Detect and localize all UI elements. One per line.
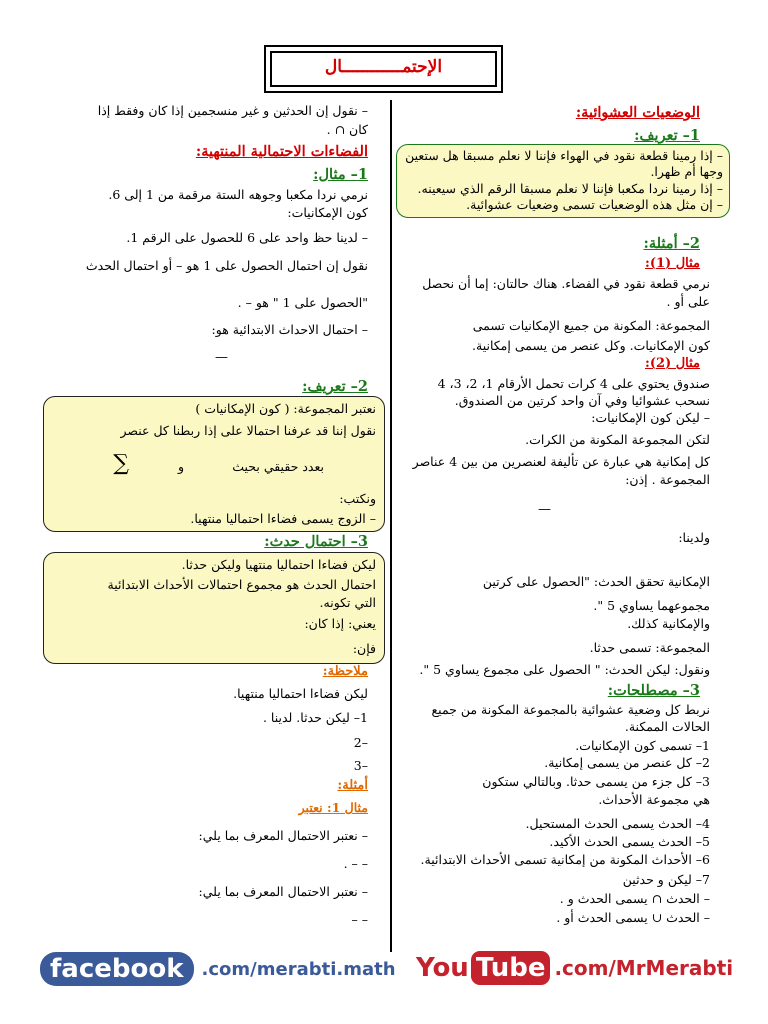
left-ex-line-4: نقول إن احتمال الحصول على 1 هو – أو احتمال الحدث bbox=[85, 258, 368, 273]
left-ex-line-2: كون الإمكانيات: bbox=[287, 205, 368, 220]
note-line-4: –3 bbox=[353, 758, 368, 773]
terms-line-5: 3– كل جزء من يسمى حدثا. وبالتالي ستكون bbox=[482, 774, 710, 789]
box1-line-3: – إذا رمينا نردا مكعبا فإننا لا نعلم مسبقا الرقم الذي سيعينه. bbox=[417, 181, 723, 196]
terms-line-12: – الحدث ∪ يسمى الحدث أو . bbox=[556, 910, 710, 925]
terms-line-7: 4– الحدث يسمى الحدث المستحيل. bbox=[525, 816, 710, 831]
left-top-line-2: كان ∩ . bbox=[326, 122, 368, 137]
note-line-3: –2 bbox=[353, 735, 368, 750]
left-ex-fraction-bar: — bbox=[215, 350, 228, 365]
heading-definition-2: 2– تعريف: bbox=[302, 378, 368, 395]
box1-line-4: – إن مثل هذه الوضعيات تسمى وضعيات عشوائية. bbox=[466, 197, 723, 212]
ex2-line-3: – ليكن كون الإمكانيات: bbox=[591, 410, 710, 425]
ex2-line-5: كل إمكانية هي عبارة عن تأليفة لعنصرين من بين 4 عناصر bbox=[412, 454, 710, 469]
left-example-line-1: – نعتبر الاحتمال المعرف بما يلي: bbox=[198, 828, 368, 843]
box2-line-1: نعتبر المجموعة: ( كون الإمكانيات ) bbox=[195, 401, 376, 416]
sum-symbol: ∑ bbox=[113, 451, 129, 476]
column-divider bbox=[390, 100, 392, 952]
heading-terms: 3– مصطلحات: bbox=[607, 682, 700, 699]
title-inner-frame bbox=[270, 51, 497, 87]
heading-event-probability: 3– احتمال حدث: bbox=[264, 533, 368, 550]
ex2-line-11: المجموعة: تسمى حدثا. bbox=[589, 640, 710, 655]
terms-line-6: هي مجموعة الأحداث. bbox=[598, 792, 710, 807]
ex2-fraction-bar: — bbox=[538, 502, 551, 517]
terms-line-10: 7– ليكن و حدثين bbox=[622, 872, 710, 887]
youtube-link[interactable] bbox=[416, 948, 733, 988]
ex2-line-6: المجموعة . إذن: bbox=[625, 472, 710, 487]
heading-examples-left: أمثلة: bbox=[337, 778, 368, 793]
terms-line-11: – الحدث ∩ يسمى الحدث و . bbox=[559, 891, 710, 906]
box3-line-1: ليكن فضاءا احتماليا منتهيا وليكن حدثا. bbox=[181, 557, 376, 572]
ex2-line-7: ولدينا: bbox=[678, 530, 710, 545]
box3-line-4: يعني: إذا كان: bbox=[304, 616, 376, 631]
left-ex-line-6: – احتمال الاحداث الابتدائية هو: bbox=[211, 322, 368, 337]
box2-and: و bbox=[177, 459, 184, 474]
box2-line-2: نقول إننا قد عرفنا احتمالا على إذا ربطنا كل عنصر bbox=[120, 423, 376, 438]
facebook-logo: facebook bbox=[40, 952, 194, 986]
left-ex-line-3: – لدينا حظ واحد على 6 للحصول على الرقم 1. bbox=[126, 230, 368, 245]
terms-line-8: 5– الحدث يسمى الحدث الأكيد. bbox=[549, 834, 710, 849]
heading-example-1: مثال (1): bbox=[645, 256, 700, 271]
ex1-line-1: نرمي قطعة نقود في الفضاء. هناك حالتان: إما أن نحصل bbox=[422, 276, 710, 291]
heading-example-1-left: مثال 1: نعتبر bbox=[298, 800, 368, 815]
heading-random-situations: الوضعيات العشوائية: bbox=[575, 104, 700, 121]
definition-box-2 bbox=[43, 396, 385, 532]
terms-line-4: 2– كل عنصر من يسمى إمكانية. bbox=[544, 755, 710, 770]
left-top-line-1: – نقول إن الحدثين و غير منسجمين إذا كان وفقط إذا bbox=[97, 103, 368, 118]
facebook-url: .com/merabti.math bbox=[201, 958, 396, 980]
heading-example: 1– مثال: bbox=[313, 166, 368, 183]
ex2-line-4: لتكن المجموعة المكونة من الكرات. bbox=[525, 432, 710, 447]
box3-line-3: التي تكونه. bbox=[319, 595, 376, 610]
ex1-line-3: المجموعة: المكونة من جميع الإمكانيات تسمى bbox=[472, 318, 710, 333]
ex2-line-8: الإمكانية تحقق الحدث: "الحصول على كرتين bbox=[482, 574, 710, 589]
box1-line-2: وجها أم ظهرا. bbox=[650, 164, 723, 179]
terms-line-3: 1– تسمى كون الإمكانيات. bbox=[575, 738, 710, 753]
terms-line-9: 6– الأحداث المكونة من إمكانية تسمى الأحداث الابتدائية. bbox=[420, 852, 710, 867]
ex2-line-10: والإمكانية كذلك. bbox=[627, 616, 710, 631]
heading-definition-1: 1– تعريف: bbox=[634, 127, 700, 144]
terms-line-2: الحالات الممكنة. bbox=[624, 719, 710, 734]
terms-line-1: نربط كل وضعية عشوائية بالمجموعة المكونة من جميع bbox=[431, 702, 710, 717]
heading-finite-spaces: الفضاءات الاحتمالية المنتهية: bbox=[195, 143, 368, 160]
box3-line-2: احتمال الحدث هو مجموع احتمالات الأحداث الابتدائية bbox=[107, 577, 376, 592]
ex2-line-9: مجموعهما يساوي 5 ". bbox=[593, 598, 710, 613]
youtube-logo-tube: Tube bbox=[471, 951, 551, 985]
left-ex-line-1: نرمي نردا مكعبا وجوهه الستة مرقمة من 1 إلى 6. bbox=[108, 187, 368, 202]
ex2-line-2: نسحب عشوائيا وفي آن واحد كرتين من الصندوق. bbox=[454, 393, 710, 408]
box2-line-4: ونكتب: bbox=[339, 491, 376, 506]
heading-note: ملاحظة: bbox=[322, 664, 368, 679]
box3-line-5: فإن: bbox=[352, 641, 376, 656]
ex1-line-4: كون الإمكانيات. وكل عنصر من يسمى إمكانية. bbox=[472, 338, 710, 353]
ex2-line-1: صندوق يحتوي على 4 كرات تحمل الأرقام 1، 2، 3، 4 bbox=[437, 376, 710, 391]
ex2-line-12: ونقول: ليكن الحدث: " الحصول على مجموع يساوي 5 ". bbox=[419, 662, 710, 677]
left-example-line-2: – – . bbox=[343, 856, 368, 871]
youtube-logo-you: You bbox=[416, 953, 469, 983]
heading-examples: 2– أمثلة: bbox=[643, 235, 700, 252]
youtube-url: .com/MrMerabti bbox=[554, 956, 734, 980]
left-ex-line-5: "الحصول على 1 " هو – . bbox=[237, 295, 368, 310]
note-line-1: ليكن فضاءا احتماليا منتهيا. bbox=[233, 686, 368, 701]
box2-line-3: بعدد حقيقي بحيث bbox=[232, 459, 324, 474]
box2-line-5: – الزوج يسمى فضاءا احتماليا منتهيا. bbox=[190, 511, 376, 526]
definition-box-1 bbox=[396, 144, 730, 218]
left-example-line-4: – – bbox=[351, 912, 368, 927]
event-probability-box bbox=[43, 552, 385, 664]
left-example-line-3: – نعتبر الاحتمال المعرف بما يلي: bbox=[198, 884, 368, 899]
note-line-2: 1– ليكن حدثا. لدينا . bbox=[262, 710, 368, 725]
box1-line-1: – إذا رمينا قطعة نقود في الهواء فإننا لا نعلم مسبقا هل ستعين bbox=[405, 148, 723, 163]
heading-example-2: مثال (2): bbox=[645, 356, 700, 371]
page-title: الإحتمــــــــــــال bbox=[324, 57, 443, 77]
facebook-link[interactable] bbox=[40, 952, 396, 986]
ex1-line-2: على أو . bbox=[666, 294, 710, 309]
title-frame bbox=[264, 45, 503, 93]
